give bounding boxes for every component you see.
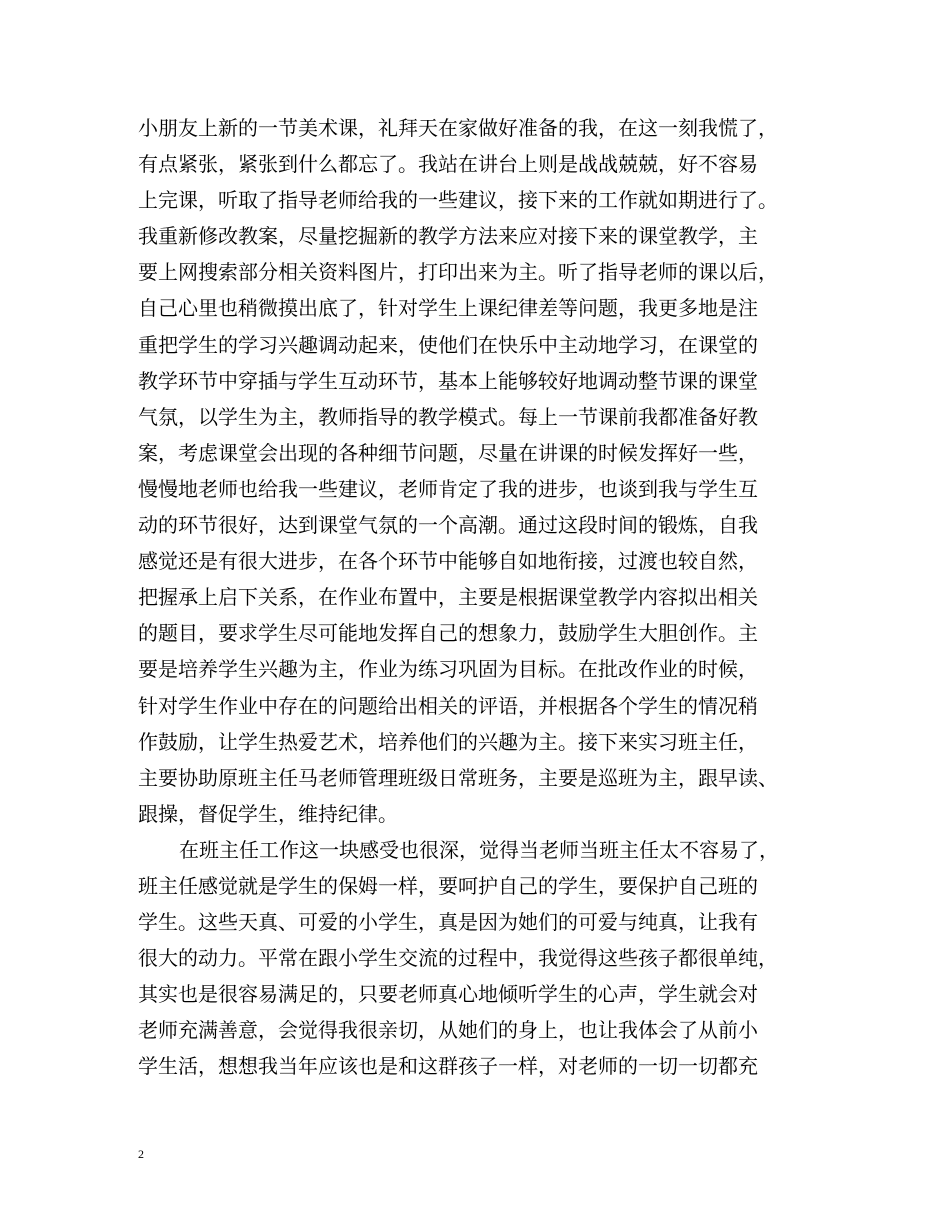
text-line: 要是培养学生兴趣为主，作业为练习巩固为目标。在批改作业的时候， [138,657,758,682]
text-line: 小朋友上新的一节美术课，礼拜天在家做好准备的我，在这一刻我慌了， [138,116,778,140]
text-line: 跟操，督促学生，维持纪律。 [138,801,398,826]
text-line: 自己心里也稍微摸出底了，针对学生上课纪律差等问题，我更多地是注 [138,296,758,321]
text-line: 教学环节中穿插与学生互动环节，基本上能够较好地调动整节课的课堂 [138,368,758,393]
paragraph-1 [138,110,828,832]
text-line: 很大的动力。平常在跟小学生交流的过程中，我觉得这些孩子都很单纯， [138,946,778,971]
text-line: 老师充满善意，会觉得我很亲切，从她们的身上，也让我体会了从前小 [138,1018,758,1043]
text-line: 案，考虑课堂会出现的各种细节问题，尽量在讲课的时候发挥好一些， [138,440,758,465]
page-number: 2 [138,1147,144,1161]
text-line: 针对学生作业中存在的问题给出相关的评语，并根据各个学生的情况稍 [138,693,758,718]
text-line: 班主任感觉就是学生的保姆一样，要呵护自己的学生，要保护自己班的 [138,873,758,898]
document-body [138,110,828,1085]
paragraph-2 [138,832,828,1085]
text-line: 要上网搜索部分相关资料图片，打印出来为主。听了指导老师的课以后， [138,260,778,285]
text-line: 学生。这些天真、可爱的小学生，真是因为她们的可爱与纯真，让我有 [138,910,758,935]
text-line: 上完课，听取了指导老师给我的一些建议，接下来的工作就如期进行了。 [138,188,778,213]
text-line: 动的环节很好，达到课堂气氛的一个高潮。通过这段时间的锻炼，自我 [138,513,758,538]
text-line: 有点紧张，紧张到什么都忘了。我站在讲台上则是战战兢兢，好不容易 [138,152,758,177]
text-line: 慢慢地老师也给我一些建议，老师肯定了我的进步，也谈到我与学生互 [138,476,758,501]
text-line: 的题目，要求学生尽可能地发挥自己的想象力，鼓励学生大胆创作。主 [138,621,758,646]
text-line: 把握承上启下关系，在作业布置中，主要是根据课堂教学内容拟出相关 [138,585,758,610]
text-line: 在班主任工作这一块感受也很深，觉得当老师当班主任太不容易了， [179,837,779,862]
text-line: 其实也是很容易满足的，只要老师真心地倾听学生的心声，学生就会对 [138,982,758,1007]
text-line: 气氛，以学生为主，教师指导的教学模式。每上一节课前我都准备好教 [138,404,758,429]
text-line: 学生活，想想我当年应该也是和这群孩子一样，对老师的一切一切都充 [138,1054,758,1079]
text-line: 主要协助原班主任马老师管理班级日常班务，主要是巡班为主，跟早读、 [138,765,778,790]
text-line: 我重新修改教案，尽量挖掘新的教学方法来应对接下来的课堂教学，主 [138,224,758,249]
text-line: 作鼓励，让学生热爱艺术，培养他们的兴趣为主。接下来实习班主任， [138,729,758,754]
text-line: 重把学生的学习兴趣调动起来，使他们在快乐中主动地学习，在课堂的 [138,332,758,357]
text-line: 感觉还是有很大进步，在各个环节中能够自如地衔接，过渡也较自然， [138,549,758,574]
